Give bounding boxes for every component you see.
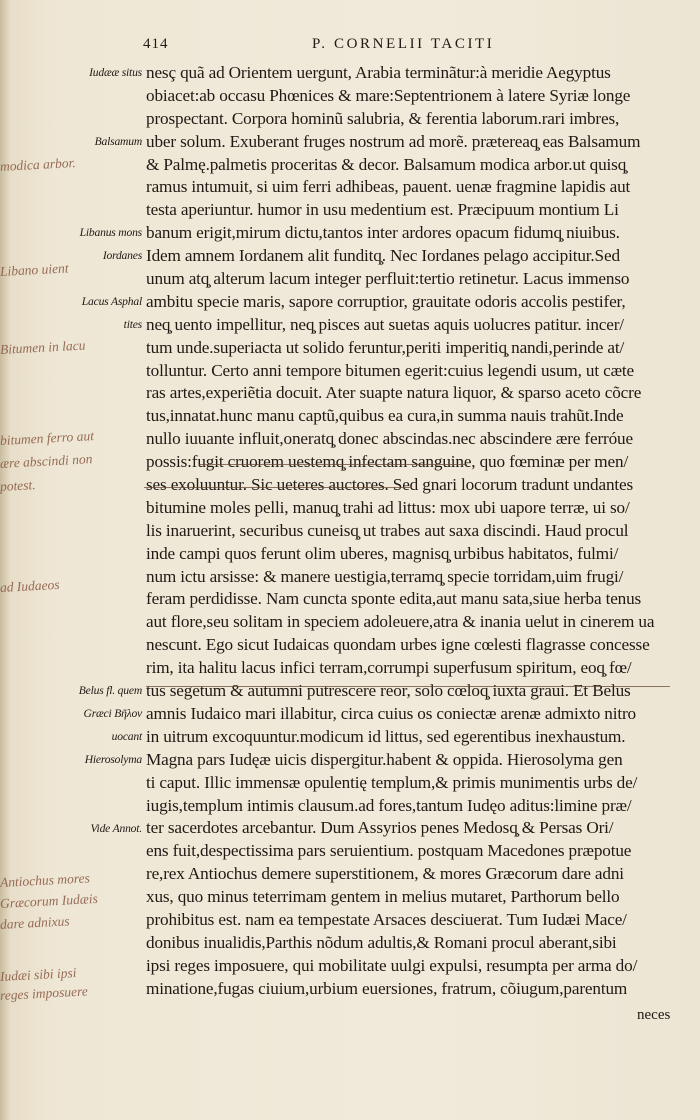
text-line: possis:fugit cruorem uestemq̧ infectam sanguine, quo fœminæ per men/: [146, 452, 629, 472]
text-line: iugis,templum intimis clausum.ad fores,tantum Iudęo aditus:limine præ/: [146, 795, 632, 815]
text-line: ambitu specie maris, sapore corruptior, grauitate odoris accolis pestifer,: [146, 291, 626, 311]
marginal-note: Iudææ situs: [89, 66, 142, 79]
text-line: inde campi quos ferunt olim uberes, magnisq̧ urbibus habitatos, fulmi/: [146, 543, 619, 563]
text-line: unum atq̧ alterum lacum integer perfluit:tertio retinetur. Lacus immenso: [146, 269, 630, 289]
text-line: lis inaruerint, securibus cuneisq̧ ut trabes aut saxa discindi. Haud procul: [146, 520, 629, 540]
handwritten-note: ad Iudaeos: [0, 576, 60, 595]
text-line: re,rex Antiochus demere superstitionem, & mores Græcorum dare adni: [146, 864, 624, 884]
text-line: banum erigit,mirum dictu,tantos inter ardores opacum fidumq̧ niuibus.: [146, 223, 620, 243]
marginal-note: Hierosolyma: [84, 753, 142, 766]
catchword: neces: [637, 1007, 671, 1023]
marginal-note: tites: [123, 317, 142, 331]
text-line: tolluntur. Certo anni tempore bitumen egerit:cuius legendi usum, ut cæte: [146, 360, 635, 380]
handwritten-note: Antiochus mores: [0, 870, 91, 891]
text-line: prospectant. Corpora hominũ salubria, & ferentia laborum.rari imbres,: [146, 108, 620, 128]
marginal-note: Græci Bῆλον: [83, 707, 142, 721]
text-line: tus,innatat.hunc manu captũ,quibus ea cura,in summa nauis trahũt.Inde: [146, 406, 624, 426]
text-line: xus, quo minus teterrimam gentem in melius mutaret, Parthorum bello: [146, 887, 620, 907]
text-line: bitumine moles pelli, manuq̧ trahi ad littus: mox ubi uapore terræ, ui so/: [146, 497, 630, 517]
handwritten-note: Iudæi sibi ipsi: [0, 965, 77, 985]
text-line: ras artes,experiẽtia docuit. Ater suapte natura liquor, & sparso aceto cõcre: [146, 383, 642, 403]
handwritten-note: dare adnixus: [0, 912, 70, 932]
page-header: [0, 36, 700, 58]
text-line: ens fuit,despectissima pars seruientium. postquam Macedones præpotue: [146, 841, 632, 861]
handwritten-note: modica arbor.: [0, 154, 77, 174]
text-line: amnis Iudaico mari illabitur, circa cuius os coniectæ arenæ admixto nitro: [146, 703, 636, 723]
handwritten-note: reges imposuere: [0, 982, 89, 1003]
text-line: ses exoluuntur. Sic ueteres auctores. Sed gnari locorum tradunt undantes: [146, 475, 634, 495]
text-line: nullo iuuante influit,oneratq̧ donec abscindas.nec abscindere ære ferróue: [146, 429, 633, 449]
manuscript-underline: [199, 464, 467, 465]
marginal-note: Iordanes: [102, 249, 142, 263]
text-line: rim, ita halitu lacus infici terram,corrumpi superfusum spiritum, eoq̧ fœ/: [146, 658, 632, 678]
text-line: nescunt. Ego sicut Iudaicas quondam urbes igne cœlesti flagrasse concesse: [146, 635, 650, 655]
text-line: donibus inualidis,Parthis nõdum adultis,& Romani procul aberant,sibi: [146, 932, 617, 952]
handwritten-note: potest.: [0, 477, 36, 495]
manuscript-underline: [146, 686, 670, 687]
text-line: neq̧ uento impellitur, neq̧ pisces aut suetas aquis uolucres patitur. incer/: [146, 314, 624, 334]
text-line: obiacet:ab occasu Phœnices & mare:Septentrionem à latere Syriæ longe: [146, 85, 631, 105]
text-line: aut flore,seu solitam in speciem adoleuere,atra & inania uelut in cinerem ua: [146, 612, 655, 632]
text-line: testa aperiuntur. humor in usu medentium est. Præcipuum montium Li: [146, 200, 619, 220]
marginal-note: Libanus mons: [79, 226, 142, 240]
manuscript-underline: [144, 487, 412, 488]
text-line: ter sacerdotes arcebantur. Dum Assyrios penes Medosq̧ & Persas Ori/: [146, 818, 614, 838]
marginal-note: uocant: [111, 730, 142, 744]
marginal-note: Belus fl. quem: [78, 684, 142, 698]
running-title: P. CORNELII TACITI: [312, 36, 495, 52]
text-line: & Palmę.palmetis proceritas & decor. Balsamum modica arbor.ut quisq̧: [146, 154, 627, 174]
main-text-block: [146, 62, 678, 1001]
text-line: nesç quã ad Orientem uergunt, Arabia terminãtur:à meridie Aegyptus: [146, 63, 611, 82]
text-line: tum unde.superiacta ut solido feruntur,periti imperitiq̧ nandi,perinde at/: [146, 337, 625, 357]
text-line: minatione,fugas ciuium,urbium euersiones, fratrum, cõiugum,parentum: [146, 978, 628, 998]
handwritten-note: ære abscindi non: [0, 451, 93, 472]
text-line: Idem amnem Iordanem alit funditq̧. Nec Iordanes pelago accipitur.Sed: [146, 246, 620, 266]
marginal-note: Vide Annot.: [90, 821, 142, 835]
text-line: feram perdidisse. Nam cuncta sponte edita,aut manu sata,siue herba tenus: [146, 589, 642, 609]
text-line: tus segetum & autumni putrescere reor, solo cœloq̧ iuxta graui. Et Belus: [146, 681, 631, 701]
handwritten-note: Græcorum Iudæis: [0, 890, 99, 911]
text-line: Magna pars Iudęæ uicis dispergitur.habent & oppida. Hierosolyma gen: [146, 749, 623, 769]
text-line: ti caput. Illic immensæ opulentię templum,& primis munimentis urbs de/: [146, 772, 638, 792]
text-line: in uitrum excoquuntur.modicum id littus, sed egerentibus inexhaustum.: [146, 726, 626, 746]
marginal-note: Lacus Asphal: [81, 295, 142, 308]
text-line: uber solum. Exuberant fruges nostrum ad morẽ. prætereaq̧ eas Balsamum: [146, 131, 641, 151]
handwritten-note: Bitumen in lacu: [0, 337, 86, 357]
text-line: ipsi reges imposuere, qui mobilitate uulgi expulsi, resumpta per arma do/: [146, 955, 638, 975]
page-number: 414: [143, 36, 169, 52]
handwritten-note: Libano uient: [0, 260, 69, 279]
marginal-note: Balsamum: [94, 134, 142, 148]
text-line: num ictu arsisse: & manere uestigia,terramq̧ specie torridam,uim frugi/: [146, 566, 624, 586]
text-line: prohibitus est. nam ea tempestate Arsaces desciuerat. Tum Iudæi Mace/: [146, 909, 627, 929]
handwritten-note: bitumen ferro aut: [0, 428, 95, 449]
text-line: ramus intumuit, si uim ferri adhibeas, pauent. uenæ fragmine lapidis aut: [146, 177, 631, 197]
